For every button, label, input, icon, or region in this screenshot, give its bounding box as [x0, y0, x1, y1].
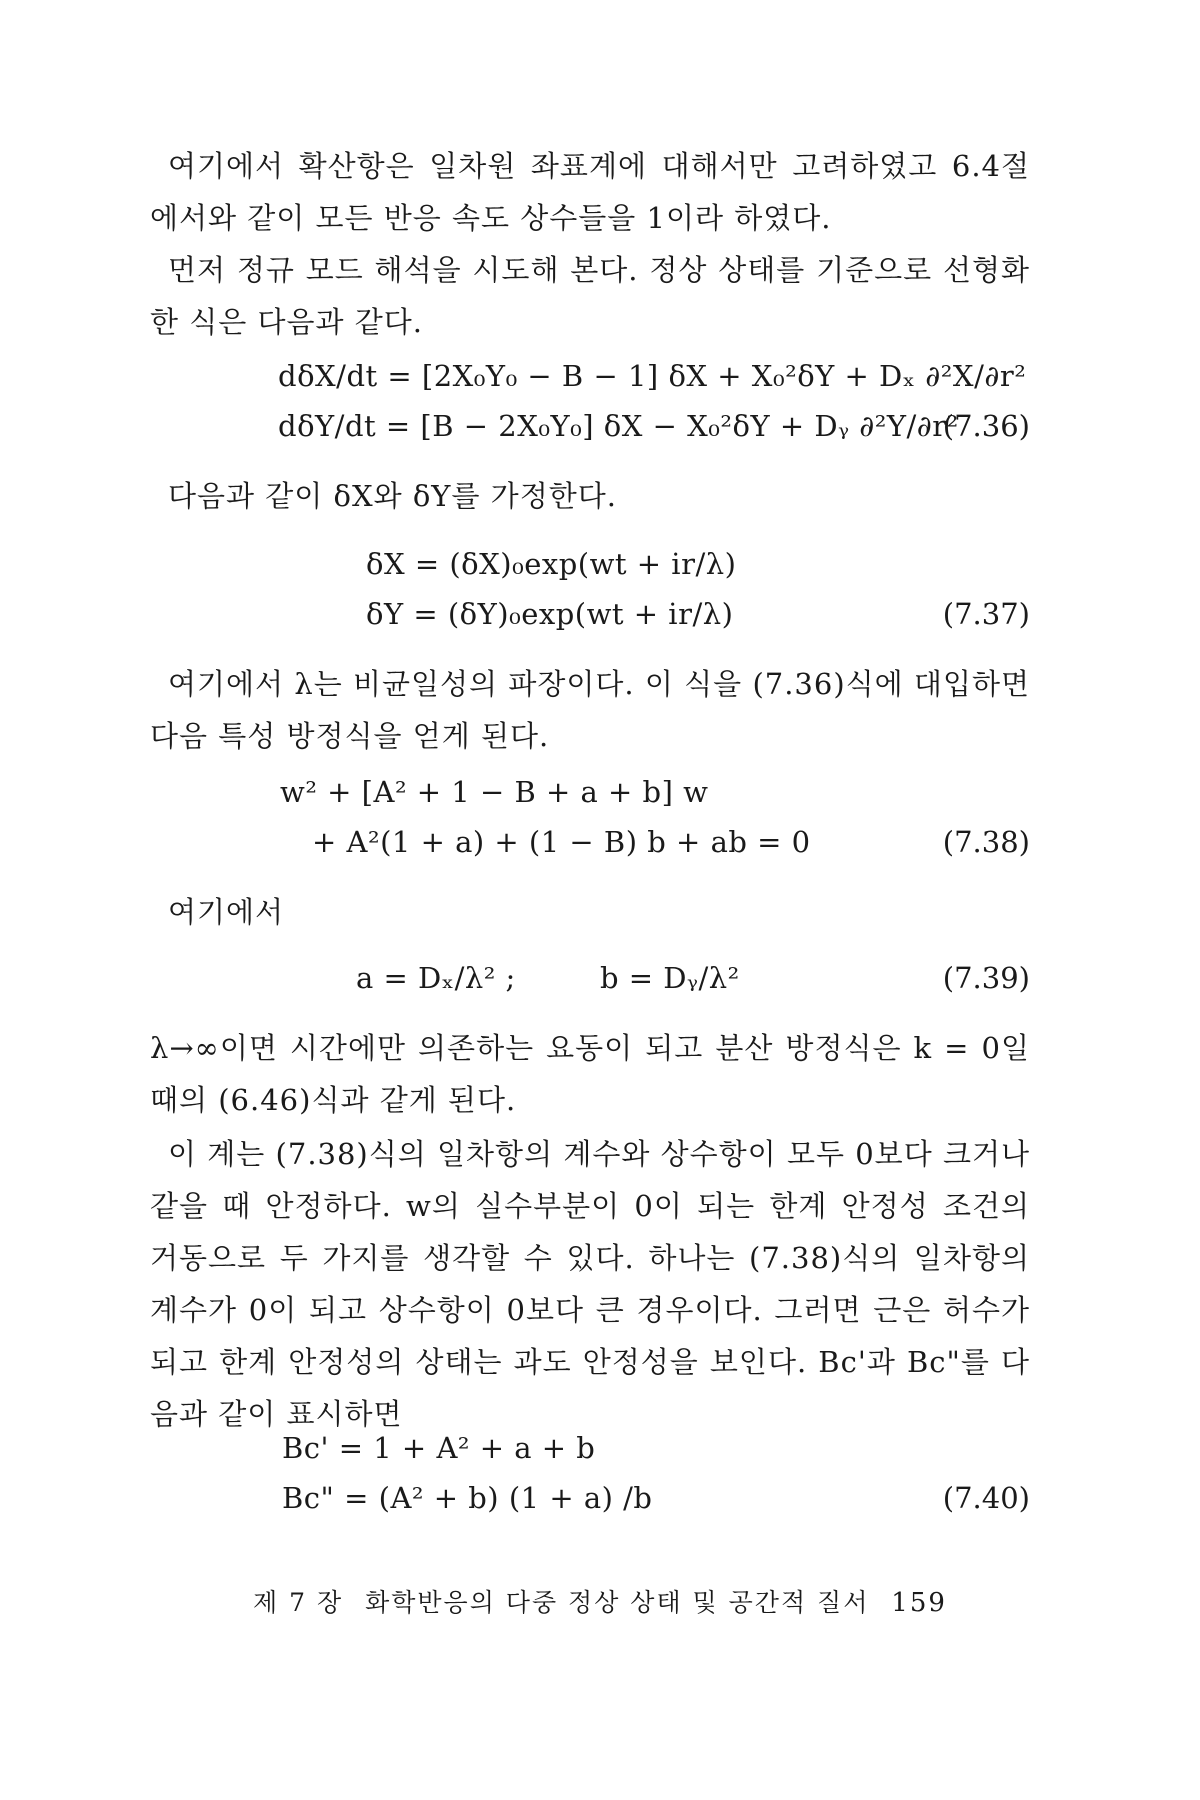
equation-number-7-39: (7.39) — [942, 961, 1030, 995]
paragraph-where: 여기에서 — [168, 895, 285, 929]
paragraph-assumption: 다음과 같이 δX와 δY를 가정한다. — [168, 479, 617, 513]
equation-7-37-line-2: δY = (δY)₀exp(wt + ir/λ) — [366, 597, 734, 631]
page-footer — [0, 1583, 1200, 1619]
footer-title: 화학반응의 다중 정상 상태 및 공간적 질서 — [365, 1588, 870, 1617]
equation-7-36-line-1: dδX/dt = [2X₀Y₀ − B − 1] δX + X₀²δY + Dₓ ∂²X/∂r² — [278, 359, 1027, 393]
equation-7-40-line-2: Bc" = (A² + b) (1 + a) /b — [282, 1481, 653, 1515]
equation-number-7-38: (7.38) — [942, 825, 1030, 859]
paragraph-normal-mode: 먼저 정규 모드 해석을 시도해 본다. 정상 상태를 기준으로 선형화한 식은 다음과 같다. — [150, 253, 1030, 339]
equation-number-7-40: (7.40) — [942, 1481, 1030, 1515]
paragraph-diffusion-note: 여기에서 확산항은 일차원 좌표계에 대해서만 고려하였고 6.4절에서와 같이 모든 반응 속도 상수들을 1이라 하였다. — [150, 149, 1030, 235]
footer-chapter: 제 7 장 — [253, 1588, 344, 1617]
paragraph-wavelength: 여기에서 λ는 비균일성의 파장이다. 이 식을 (7.36)식에 대입하면 다음 특성 방정식을 얻게 된다. — [150, 667, 1030, 753]
equation-7-36-line-2: dδY/dt = [B − 2X₀Y₀] δX − X₀²δY + Dᵧ ∂²Y/∂r² — [278, 409, 959, 443]
equation-7-40-line-1: Bc' = 1 + A² + a + b — [282, 1431, 596, 1465]
equation-7-37-line-1: δX = (δX)₀exp(wt + ir/λ) — [366, 547, 737, 581]
paragraph-stability: 이 계는 (7.38)식의 일차항의 계수와 상수항이 모두 0보다 크거나 같을 때 안정하다. w의 실수부분이 0이 되는 한계 안정성 조건의 거동으로 두 가지를 생각할 수 있다. 하나는 (7.38)식의 일차항의 계수가 0이 되고 상수항이 0보다 큰 경우이다. 그러면 근은 허수가 되고 한계 안정성의 상태는 과도 안정성을 보인다. Bc'과 Bc"를 다음과 같이 표시하면 — [150, 1137, 1030, 1431]
equation-7-39-a: a = Dₓ/λ² ; — [356, 961, 516, 995]
equation-number-7-36: (7.36) — [942, 409, 1030, 443]
equation-7-38-line-1: w² + [A² + 1 − B + a + b] w — [280, 775, 709, 809]
page-number: 159 — [891, 1588, 947, 1618]
paragraph-limit: λ→∞이면 시간에만 의존하는 요동이 되고 분산 방정식은 k = 0일 때의 (6.46)식과 같게 된다. — [150, 1031, 1030, 1117]
equation-7-39-b: b = Dᵧ/λ² — [600, 961, 740, 995]
equation-7-38-line-2: + A²(1 + a) + (1 − B) b + ab = 0 — [312, 825, 811, 859]
equation-number-7-37: (7.37) — [942, 597, 1030, 631]
